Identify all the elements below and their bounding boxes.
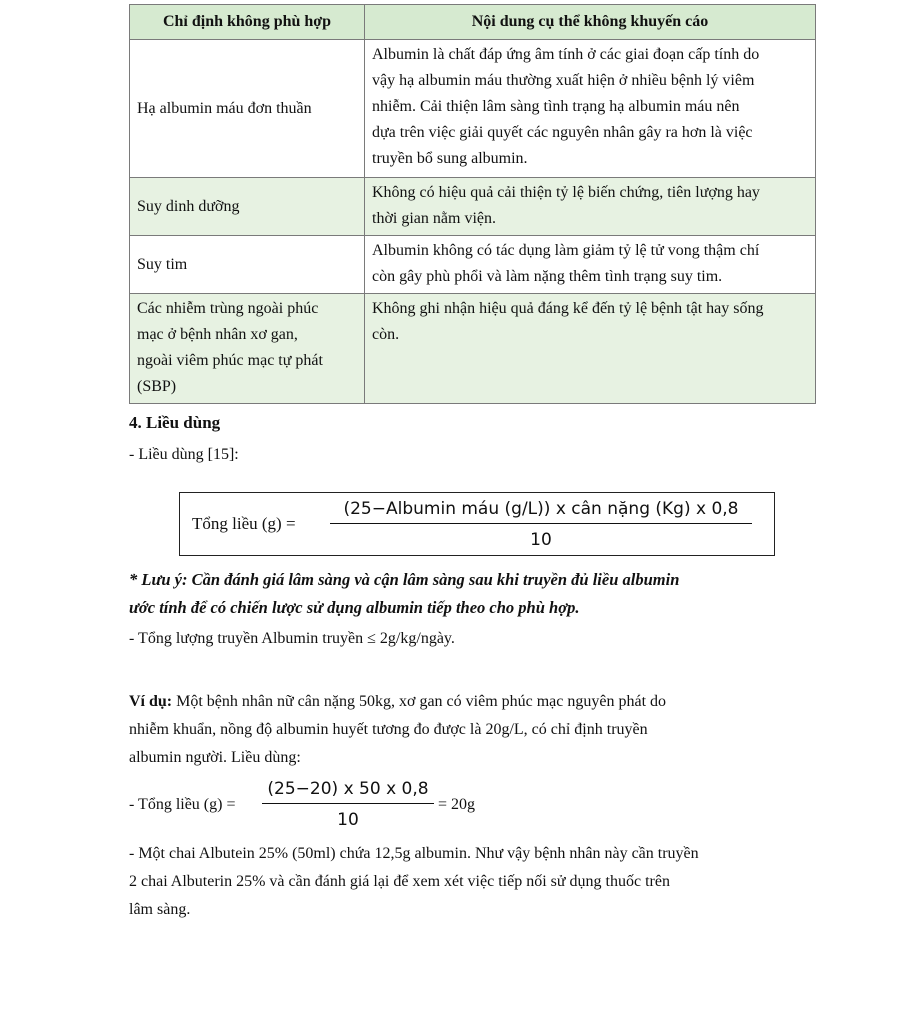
cell-line: vậy hạ albumin máu thường xuất hiện ở nhiều bệnh lý viêm [372, 72, 755, 89]
cell-line: Albumin không có tác dụng làm giảm tỷ lệ tử vong thậm chí [372, 242, 760, 259]
note-line: * Lưu ý: Cần đánh giá lâm sàng và cận lâm sàng sau khi truyền đủ liều albumin [129, 570, 680, 589]
example-numerator: (25−20) x 50 x 0,8 [267, 779, 429, 799]
section-heading: 4. Liều dùng [129, 413, 221, 432]
dose-intro: - Liều dùng [15]: [129, 446, 239, 463]
cell-line: Không có hiệu quả cải thiện tỷ lệ biến chứng, tiên lượng hay [372, 184, 760, 201]
cell-line: truyền bổ sung albumin. [372, 150, 528, 167]
cell-line: còn. [372, 326, 400, 343]
example-formula-lhs: - Tổng liều (g) = [129, 796, 236, 813]
table-header-row [130, 5, 816, 40]
conclusion-line: lâm sàng. [129, 901, 191, 918]
conclusion-line: - Một chai Albutein 25% (50ml) chứa 12,5g albumin. Như vậy bệnh nhân này cần truyền [129, 845, 699, 862]
table-cell: Suy tim [130, 236, 365, 294]
table-row [130, 294, 816, 404]
table-header: Chỉ định không phù hợp [130, 5, 365, 40]
limit-text: - Tổng lượng truyền Albumin truyền ≤ 2g/kg/ngày. [129, 630, 455, 647]
cell-line: ngoài viêm phúc mạc tự phát [137, 352, 323, 369]
note-line: ước tính để có chiến lược sử dụng albumin tiếp theo cho phù hợp. [129, 598, 580, 617]
example-label: Ví dụ: [129, 693, 173, 710]
formula-lhs: Tổng liều (g) = [192, 514, 296, 533]
table-row [130, 40, 816, 178]
table-cell: Suy dinh dưỡng [130, 178, 365, 236]
table-header: Nội dung cụ thể không khuyến cáo [365, 5, 816, 40]
cell-line: Không ghi nhận hiệu quả đáng kể đến tỷ lệ bệnh tật hay sống [372, 300, 764, 317]
table-row [130, 236, 816, 294]
table-cell [365, 294, 816, 404]
formula-denominator: 10 [530, 530, 552, 550]
dose-formula-box [179, 492, 775, 556]
example-line: albumin người. Liều dùng: [129, 749, 301, 766]
contraindication-table [129, 4, 816, 404]
cell-line: Albumin là chất đáp ứng âm tính ở các giai đoạn cấp tính do [372, 46, 760, 63]
cell-line: Các nhiễm trùng ngoài phúc [137, 300, 319, 317]
example-line [129, 693, 666, 711]
example-result: = 20g [438, 796, 476, 813]
example-denominator: 10 [337, 810, 359, 830]
cell-line: nhiễm. Cải thiện lâm sàng tình trạng hạ albumin máu nên [372, 98, 740, 115]
formula-fraction [330, 499, 752, 550]
cell-line: mạc ở bệnh nhân xơ gan, [137, 326, 298, 343]
table-cell [365, 178, 816, 236]
table-cell [365, 40, 816, 178]
example-text: Một bệnh nhân nữ cân nặng 50kg, xơ gan có viêm phúc mạc nguyên phát do [172, 693, 667, 710]
table-cell: Hạ albumin máu đơn thuần [130, 40, 365, 178]
table-cell [365, 236, 816, 294]
example-fraction [262, 779, 434, 830]
formula-numerator: (25−Albumin máu (g/L)) x cân nặng (Kg) x 0,8 [343, 499, 739, 519]
table-cell [130, 294, 365, 404]
cell-line: (SBP) [137, 378, 177, 395]
table-row [130, 178, 816, 236]
cell-line: thời gian nằm viện. [372, 210, 496, 227]
conclusion-line: 2 chai Albuterin 25% và cần đánh giá lại để xem xét việc tiếp nối sử dụng thuốc trên [129, 873, 670, 890]
cell-line: dựa trên việc giải quyết các nguyên nhân gây ra hơn là việc [372, 124, 753, 141]
example-line: nhiễm khuẩn, nồng độ albumin huyết tương đo được là 20g/L, có chỉ định truyền [129, 721, 648, 738]
cell-line: còn gây phù phổi và làm nặng thêm tình trạng suy tim. [372, 268, 723, 285]
